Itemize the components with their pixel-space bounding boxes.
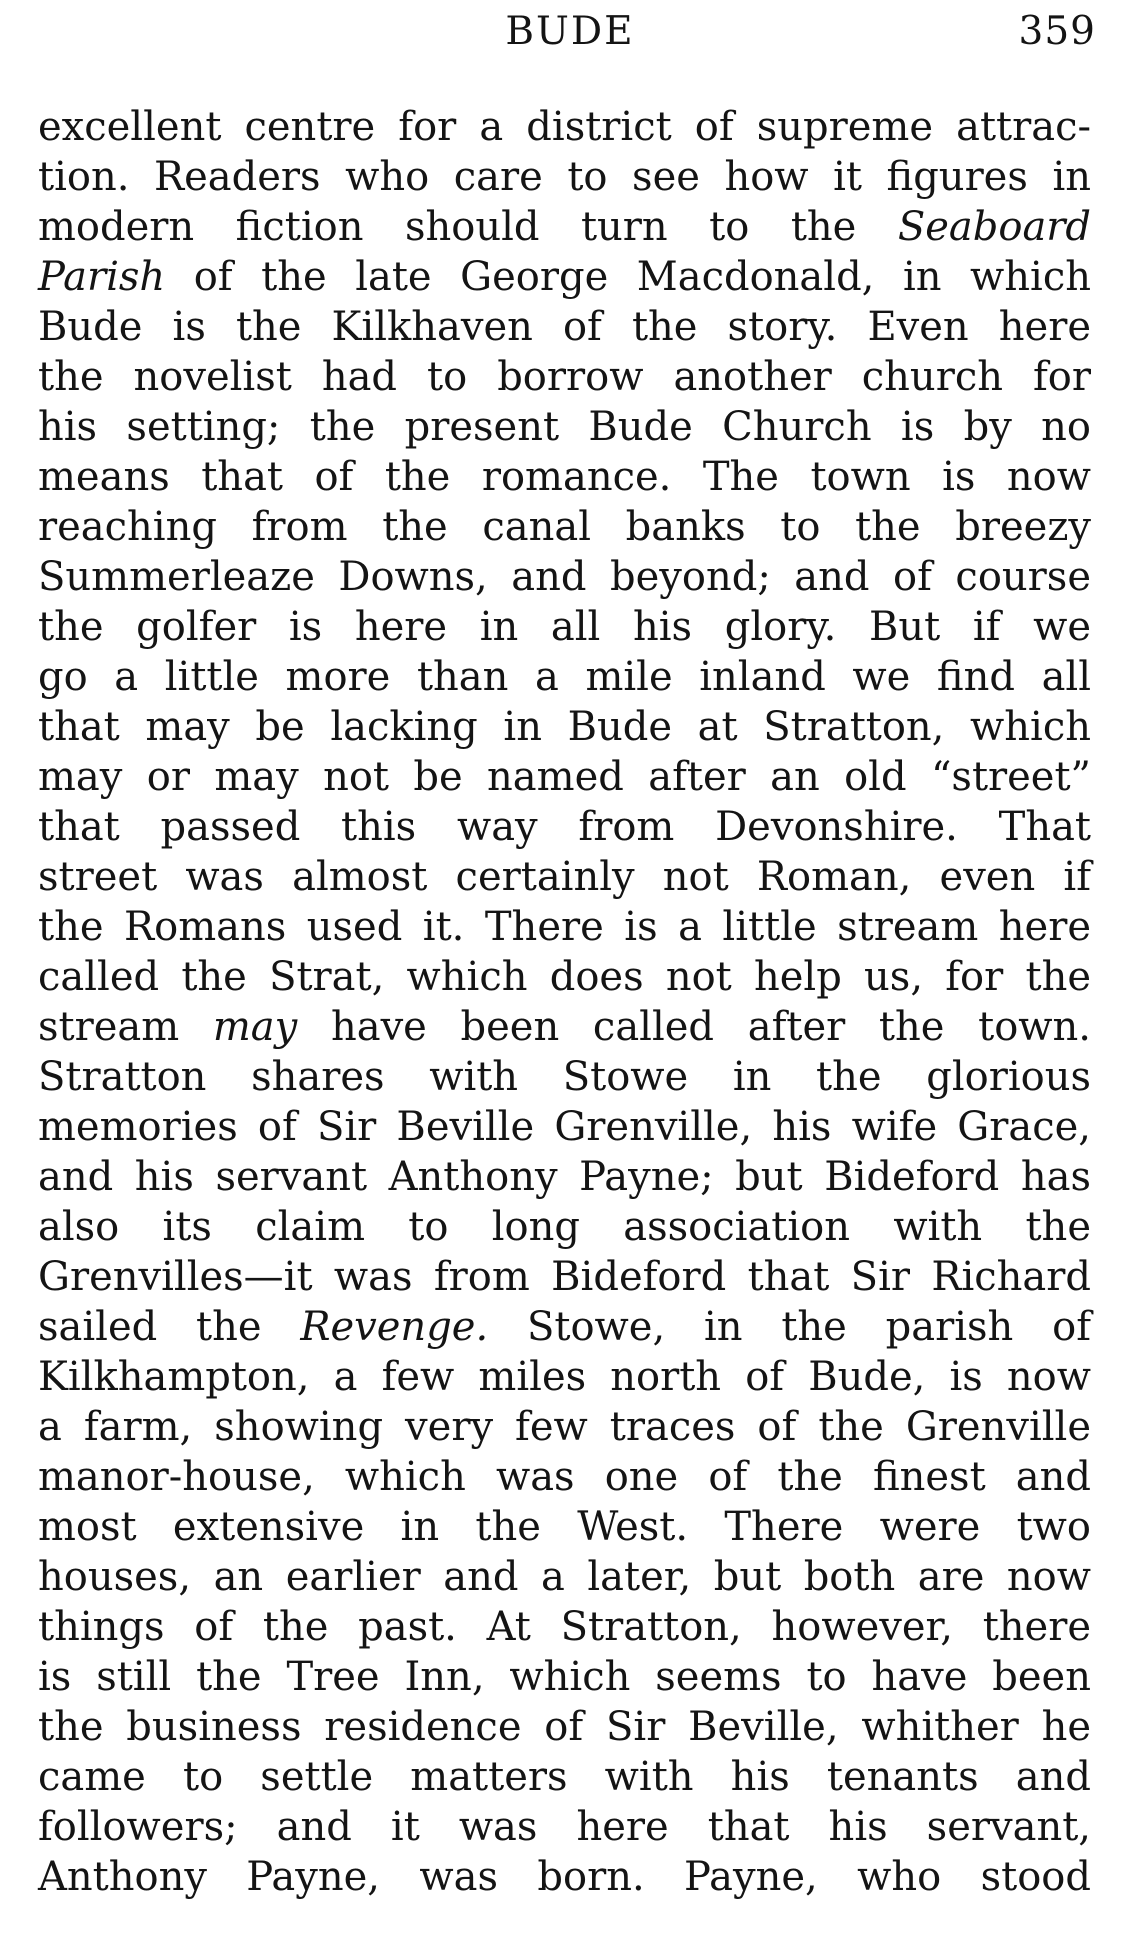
text-line-25: sailed the Revenge. Stowe, in the parish of xyxy=(38,1304,1092,1350)
text-line-28: manor-house, which was one of the finest and xyxy=(38,1454,1091,1500)
body-text xyxy=(38,102,1091,1902)
text-line-2: tion. Readers who care to see how it figures in xyxy=(38,154,1091,200)
page-header xyxy=(0,0,1128,70)
text-line-30: houses, an earlier and a later, but both are now xyxy=(38,1554,1091,1600)
text-line-26: Kilkhampton, a few miles north of Bude, is now xyxy=(38,1354,1091,1400)
italic-title-parish: Parish xyxy=(38,254,166,300)
text-line-4: Parish of the late George Macdonald, in which xyxy=(38,254,1091,300)
text-line-6: the novelist had to borrow another church for xyxy=(38,354,1091,400)
text-line-5: Bude is the Kilkhaven of the story. Even here xyxy=(38,304,1091,350)
text-line-1: excellent centre for a district of supreme attrac- xyxy=(38,104,1091,150)
italic-word-may: may xyxy=(212,1004,298,1050)
text-line-19: stream may have been called after the town. xyxy=(38,1004,1092,1050)
italic-title-seaboard: Seaboard xyxy=(897,204,1092,250)
text-line-35: followers; and it was here that his servant, xyxy=(38,1804,1091,1850)
text-line-7: his setting; the present Bude Church is by no xyxy=(38,404,1091,450)
text-line-22: and his servant Anthony Payne; but Bideford has xyxy=(38,1154,1091,1200)
text-line-17: the Romans used it. There is a little stream here xyxy=(38,904,1091,950)
text-line-21: memories of Sir Beville Grenville, his wife Grace, xyxy=(38,1104,1091,1150)
text-line-18: called the Strat, which does not help us, for the xyxy=(38,954,1091,1000)
text-line-24: Grenvilles—it was from Bideford that Sir Richard xyxy=(38,1254,1091,1300)
text-line-9: reaching from the canal banks to the breezy xyxy=(38,504,1091,550)
text-line-33: the business residence of Sir Beville, whither he xyxy=(38,1704,1091,1750)
text-line-14: may or may not be named after an old “street” xyxy=(38,754,1091,800)
text-line-32: is still the Tree Inn, which seems to have been xyxy=(38,1654,1091,1700)
text-line-15: that passed this way from Devonshire. That xyxy=(38,804,1091,850)
text-line-12: go a little more than a mile inland we find all xyxy=(38,654,1091,700)
text-line-3: modern fiction should turn to the Seaboard xyxy=(38,204,1092,250)
text-line-31: things of the past. At Stratton, however, there xyxy=(38,1604,1091,1650)
text-line-11: the golfer is here in all his glory. But if we xyxy=(38,604,1091,650)
text-line-23: also its claim to long association with the xyxy=(38,1204,1091,1250)
text-line-10: Summerleaze Downs, and beyond; and of course xyxy=(38,554,1091,600)
italic-title-revenge: Revenge. xyxy=(300,1304,489,1350)
text-line-13: that may be lacking in Bude at Stratton, which xyxy=(38,704,1091,750)
text-line-34: came to settle matters with his tenants and xyxy=(38,1754,1091,1800)
text-line-27: a farm, showing very few traces of the Grenville xyxy=(38,1404,1091,1450)
text-line-29: most extensive in the West. There were two xyxy=(38,1504,1091,1550)
text-line-16: street was almost certainly not Roman, even if xyxy=(38,854,1091,900)
page-number: 359 xyxy=(1018,9,1096,54)
text-line-36: Anthony Payne, was born. Payne, who stood xyxy=(38,1854,1091,1900)
text-line-20: Stratton shares with Stowe in the glorious xyxy=(38,1054,1091,1100)
running-title: BUDE xyxy=(505,9,635,54)
text-line-8: means that of the romance. The town is now xyxy=(38,454,1091,500)
